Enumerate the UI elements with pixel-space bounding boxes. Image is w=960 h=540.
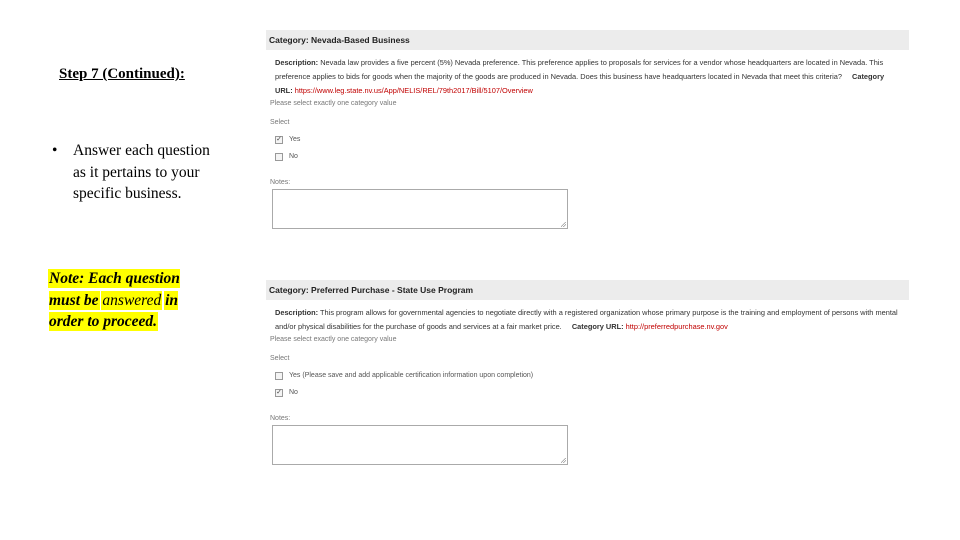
description-label: Description: xyxy=(275,308,319,317)
checkbox-no[interactable] xyxy=(275,153,283,161)
category-url-link[interactable]: https://www.leg.state.nv.us/App/NELIS/REL/79th2017/Bill/5107/Overview xyxy=(294,86,533,95)
category-section-nevada xyxy=(266,30,909,229)
option-no-label: No xyxy=(289,153,298,160)
checkbox-no[interactable] xyxy=(275,389,283,397)
slide-title: Step 7 (Continued): xyxy=(59,66,185,82)
category-url-label: Category URL: xyxy=(275,72,885,95)
resize-grip-icon[interactable] xyxy=(561,222,566,227)
option-yes-label: Yes xyxy=(289,136,301,143)
category-header: Category: Preferred Purchase - State Use Program xyxy=(266,280,909,300)
category-description xyxy=(275,306,903,334)
option-no[interactable] xyxy=(275,384,909,401)
note-part-3: in order to proceed. xyxy=(49,291,179,330)
category-header: Category: Nevada-Based Business xyxy=(266,30,909,50)
instruction-text: Please select exactly one category value xyxy=(270,336,397,343)
option-yes[interactable] xyxy=(275,367,909,384)
notes-label: Notes: xyxy=(270,179,291,186)
check-icon: ✓ xyxy=(276,135,282,143)
bullet-text: Answer each question as it pertains to your specific business. xyxy=(73,142,210,202)
resize-grip-icon[interactable] xyxy=(561,458,566,463)
notes-textarea[interactable] xyxy=(272,425,568,465)
instruction-text: Please select exactly one category value xyxy=(270,100,397,107)
note-text xyxy=(49,268,209,333)
category-section-preferred-purchase xyxy=(266,280,909,465)
option-no[interactable] xyxy=(275,148,909,165)
check-icon: ✓ xyxy=(276,388,282,396)
select-label: Select xyxy=(270,355,290,362)
notes-textarea[interactable] xyxy=(272,189,568,229)
category-description xyxy=(275,56,903,98)
option-yes[interactable] xyxy=(275,131,909,148)
category-url-label: Category URL: xyxy=(571,322,624,331)
category-url-link[interactable]: http://preferredpurchase.nv.gov xyxy=(625,322,728,331)
option-yes-label: Yes (Please save and add applicable certification information upon completion) xyxy=(289,372,534,379)
notes-label: Notes: xyxy=(270,415,291,422)
select-label: Select xyxy=(270,119,290,126)
description-text: This program allows for governmental agencies to negotiate directly with a registered organization whose primary purpose is the training and employment of persons with mental and/or physical disabilities for the purchase of goods and services at a fair market price. xyxy=(275,308,898,331)
checkbox-yes[interactable] xyxy=(275,372,283,380)
checkbox-yes[interactable] xyxy=(275,136,283,144)
description-label: Description: xyxy=(275,58,319,67)
option-no-label: No xyxy=(289,389,298,396)
bullet-dot: • xyxy=(52,142,58,159)
description-text: Nevada law provides a five percent (5%) Nevada preference. This preference applies to proposals for services for a vendor whose headquarters are located in Nevada. This preference applies to bids for goods when the majority of the goods are produced in Nevada. Does this business have headquarters located in Nevada that meet this criteria? xyxy=(275,58,884,81)
note-part-1: Note: Each question must be xyxy=(49,270,180,309)
note-part-2: answered xyxy=(102,291,162,309)
